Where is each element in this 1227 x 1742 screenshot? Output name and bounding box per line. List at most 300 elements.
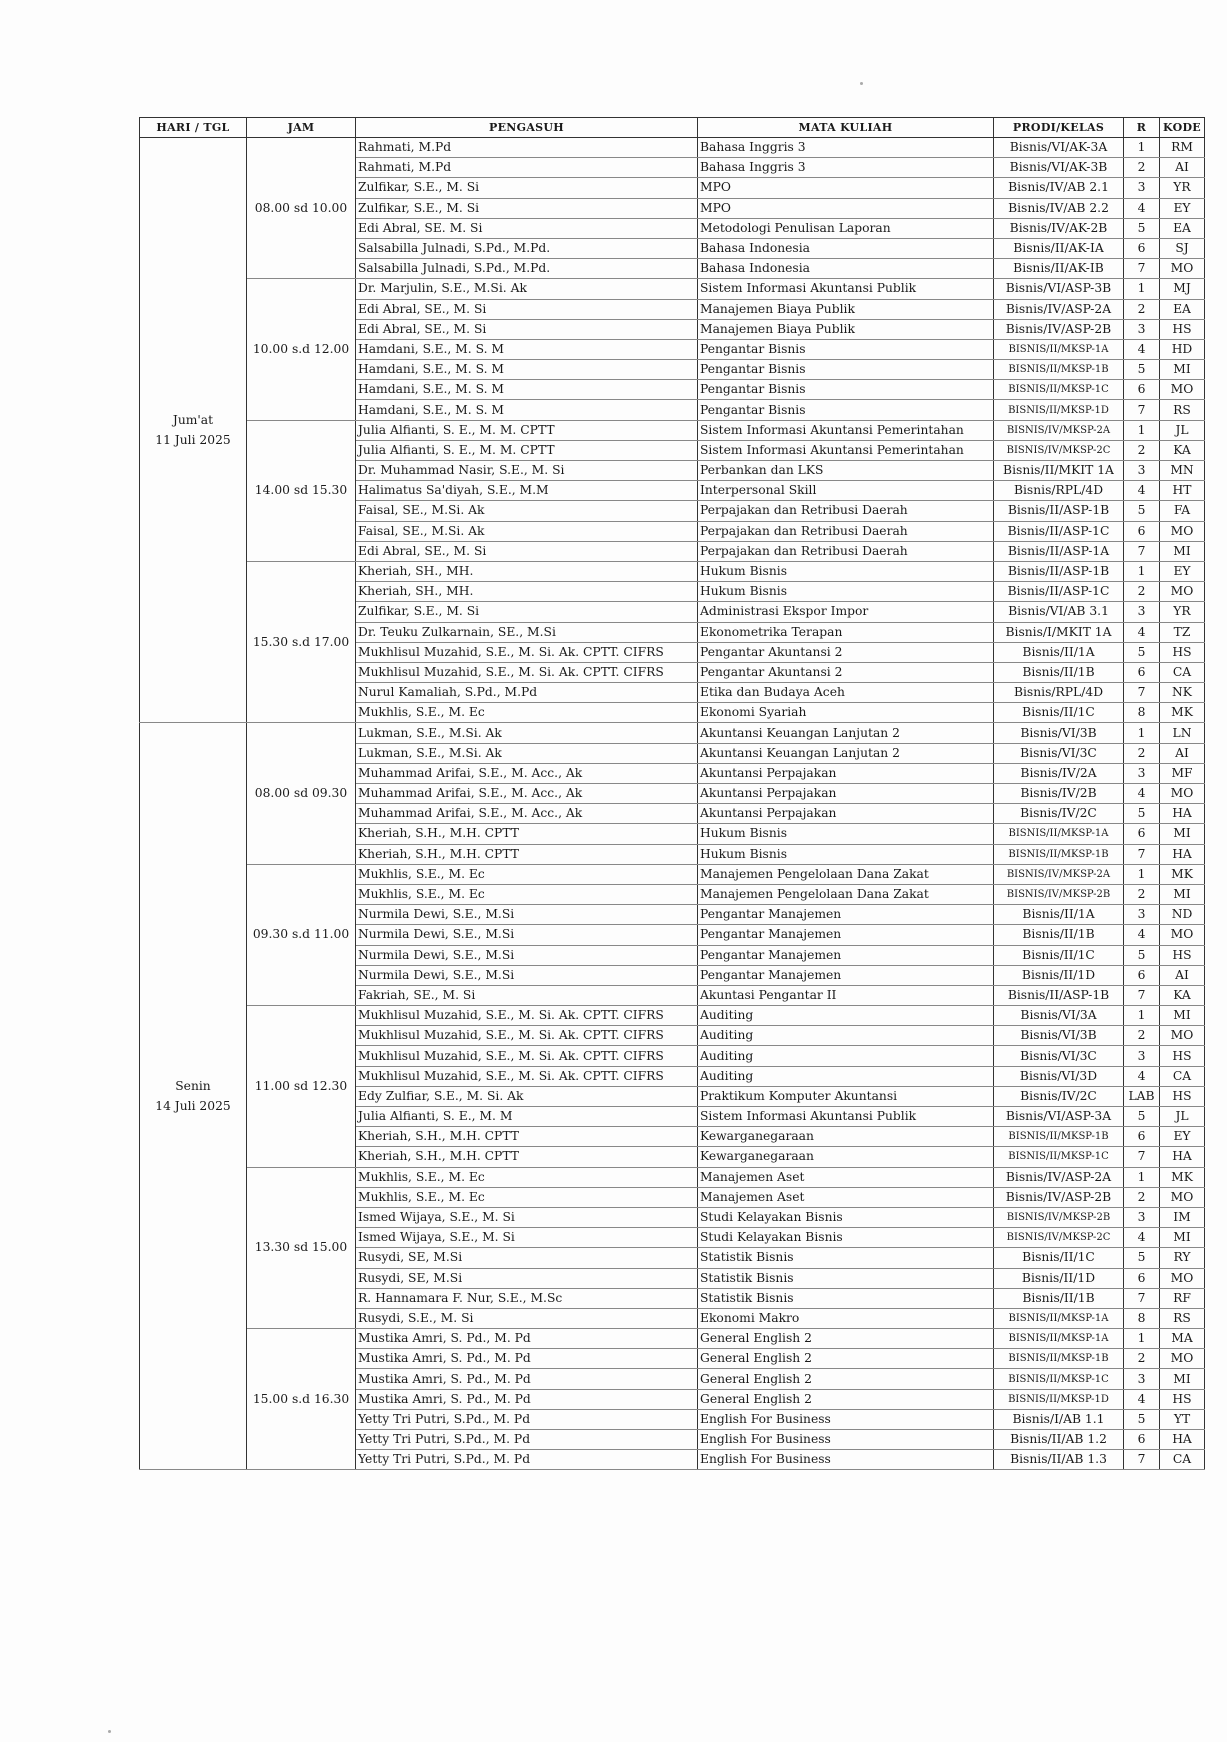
course-cell: Pengantar Akuntansi 2	[698, 662, 994, 682]
code-cell: MI	[1160, 541, 1205, 561]
room-cell: 6	[1124, 380, 1160, 400]
lecturer-cell: Mukhlisul Muzahid, S.E., M. Si. Ak. CPTT. CIFRS	[356, 662, 698, 682]
course-cell: General English 2	[698, 1349, 994, 1369]
program-cell: Bisnis/II/1C	[994, 1248, 1124, 1268]
program-cell: Bisnis/II/ASP-1B	[994, 985, 1124, 1005]
schedule-row	[140, 1167, 1205, 1187]
course-cell: Statistik Bisnis	[698, 1288, 994, 1308]
lecturer-cell: Mukhlis, S.E., M. Ec	[356, 884, 698, 904]
lecturer-cell: Kheriah, S.H., M.H. CPTT	[356, 1127, 698, 1147]
course-cell: Perbankan dan LKS	[698, 461, 994, 481]
room-cell: 7	[1124, 1450, 1160, 1470]
code-cell: HS	[1160, 1389, 1205, 1409]
program-cell: Bisnis/II/1D	[994, 965, 1124, 985]
code-cell: EY	[1160, 198, 1205, 218]
course-cell: Hukum Bisnis	[698, 561, 994, 581]
course-cell: Praktikum Komputer Akuntansi	[698, 1086, 994, 1106]
course-cell: Akuntansi Perpajakan	[698, 784, 994, 804]
code-cell: MI	[1160, 884, 1205, 904]
program-cell: Bisnis/IV/ASP-2B	[994, 319, 1124, 339]
program-cell: BISNIS/II/MKSP-1D	[994, 400, 1124, 420]
room-cell: 5	[1124, 804, 1160, 824]
room-cell: 5	[1124, 1409, 1160, 1429]
course-cell: Ekonomi Makro	[698, 1308, 994, 1328]
code-cell: KA	[1160, 985, 1205, 1005]
code-cell: MI	[1160, 1228, 1205, 1248]
header-row	[140, 118, 1205, 138]
time-slot: 13.30 sd 15.00	[247, 1167, 356, 1329]
course-cell: Pengantar Bisnis	[698, 400, 994, 420]
lecturer-cell: Muhammad Arifai, S.E., M. Acc., Ak	[356, 784, 698, 804]
code-cell: MO	[1160, 1268, 1205, 1288]
course-cell: Kewarganegaraan	[698, 1147, 994, 1167]
room-cell: 3	[1124, 1369, 1160, 1389]
lecturer-cell: Edi Abral, SE., M. Si	[356, 541, 698, 561]
room-cell: 7	[1124, 844, 1160, 864]
program-cell: Bisnis/VI/3D	[994, 1066, 1124, 1086]
room-cell: 6	[1124, 965, 1160, 985]
room-cell: 5	[1124, 642, 1160, 662]
code-cell: MA	[1160, 1329, 1205, 1349]
program-cell: Bisnis/II/1D	[994, 1268, 1124, 1288]
course-cell: Manajemen Pengelolaan Dana Zakat	[698, 864, 994, 884]
program-cell: Bisnis/IV/ASP-2B	[994, 1187, 1124, 1207]
course-cell: English For Business	[698, 1409, 994, 1429]
lecturer-cell: Mukhlisul Muzahid, S.E., M. Si. Ak. CPTT. CIFRS	[356, 1066, 698, 1086]
lecturer-cell: Yetty Tri Putri, S.Pd., M. Pd	[356, 1409, 698, 1429]
course-cell: Interpersonal Skill	[698, 481, 994, 501]
room-cell: 4	[1124, 925, 1160, 945]
room-cell: 2	[1124, 884, 1160, 904]
course-cell: Perpajakan dan Retribusi Daerah	[698, 521, 994, 541]
header-room: R	[1124, 118, 1160, 138]
lecturer-cell: Faisal, SE., M.Si. Ak	[356, 521, 698, 541]
code-cell: MO	[1160, 784, 1205, 804]
room-cell: 6	[1124, 1268, 1160, 1288]
code-cell: AI	[1160, 158, 1205, 178]
code-cell: HD	[1160, 339, 1205, 359]
code-cell: EA	[1160, 218, 1205, 238]
code-cell: MO	[1160, 521, 1205, 541]
lecturer-cell: Mustika Amri, S. Pd., M. Pd	[356, 1349, 698, 1369]
room-cell: 6	[1124, 1430, 1160, 1450]
room-cell: 7	[1124, 985, 1160, 1005]
course-cell: Perpajakan dan Retribusi Daerah	[698, 541, 994, 561]
program-cell: BISNIS/II/MKSP-1B	[994, 1349, 1124, 1369]
code-cell: CA	[1160, 1450, 1205, 1470]
room-cell: 3	[1124, 905, 1160, 925]
program-cell: Bisnis/VI/3C	[994, 743, 1124, 763]
code-cell: MO	[1160, 582, 1205, 602]
course-cell: Pengantar Manajemen	[698, 945, 994, 965]
program-cell: Bisnis/VI/AK-3A	[994, 138, 1124, 158]
code-cell: MK	[1160, 703, 1205, 723]
code-cell: HS	[1160, 642, 1205, 662]
code-cell: JL	[1160, 1107, 1205, 1127]
lecturer-cell: Nurmila Dewi, S.E., M.Si	[356, 945, 698, 965]
lecturer-cell: Zulfikar, S.E., M. Si	[356, 602, 698, 622]
program-cell: BISNIS/IV/MKSP-2A	[994, 420, 1124, 440]
room-cell: 6	[1124, 824, 1160, 844]
code-cell: AI	[1160, 965, 1205, 985]
program-cell: Bisnis/IV/AK-2B	[994, 218, 1124, 238]
schedule-row	[140, 138, 1205, 158]
room-cell: 3	[1124, 1207, 1160, 1227]
course-cell: Statistik Bisnis	[698, 1248, 994, 1268]
time-slot: 15.00 s.d 16.30	[247, 1329, 356, 1470]
room-cell: 2	[1124, 1349, 1160, 1369]
program-cell: BISNIS/II/MKSP-1C	[994, 380, 1124, 400]
code-cell: HS	[1160, 945, 1205, 965]
course-cell: Etika dan Budaya Aceh	[698, 683, 994, 703]
schedule-row	[140, 1006, 1205, 1026]
program-cell: Bisnis/VI/AB 3.1	[994, 602, 1124, 622]
code-cell: MO	[1160, 925, 1205, 945]
program-cell: Bisnis/IV/2B	[994, 784, 1124, 804]
lecturer-cell: Kheriah, S.H., M.H. CPTT	[356, 1147, 698, 1167]
lecturer-cell: Kheriah, SH., MH.	[356, 582, 698, 602]
course-cell: MPO	[698, 198, 994, 218]
program-cell: Bisnis/RPL/4D	[994, 683, 1124, 703]
program-cell: Bisnis/II/ASP-1B	[994, 501, 1124, 521]
code-cell: MO	[1160, 259, 1205, 279]
course-cell: Auditing	[698, 1066, 994, 1086]
course-cell: Akuntansi Keuangan Lanjutan 2	[698, 723, 994, 743]
course-cell: Auditing	[698, 1046, 994, 1066]
course-cell: English For Business	[698, 1430, 994, 1450]
time-slot: 15.30 s.d 17.00	[247, 561, 356, 723]
program-cell: Bisnis/II/AB 1.3	[994, 1450, 1124, 1470]
code-cell: RS	[1160, 400, 1205, 420]
program-cell: Bisnis/VI/3B	[994, 1026, 1124, 1046]
time-slot: 08.00 sd 10.00	[247, 138, 356, 279]
room-cell: 7	[1124, 541, 1160, 561]
course-cell: Manajemen Aset	[698, 1187, 994, 1207]
program-cell: Bisnis/II/MKIT 1A	[994, 461, 1124, 481]
lecturer-cell: Hamdani, S.E., M. S. M	[356, 339, 698, 359]
course-cell: Ekonometrika Terapan	[698, 622, 994, 642]
program-cell: BISNIS/II/MKSP-1B	[994, 1127, 1124, 1147]
schedule-body	[140, 138, 1205, 1470]
lecturer-cell: Kheriah, S.H., M.H. CPTT	[356, 824, 698, 844]
course-cell: Bahasa Indonesia	[698, 238, 994, 258]
room-cell: 8	[1124, 1308, 1160, 1328]
scan-speck	[860, 82, 863, 85]
lecturer-cell: Rusydi, SE, M.Si	[356, 1268, 698, 1288]
course-cell: Auditing	[698, 1026, 994, 1046]
day-date: 14 Juli 2025	[155, 1099, 231, 1114]
program-cell: Bisnis/VI/3A	[994, 1006, 1124, 1026]
program-cell: Bisnis/I/MKIT 1A	[994, 622, 1124, 642]
course-cell: Akuntasi Pengantar II	[698, 985, 994, 1005]
lecturer-cell: Ismed Wijaya, S.E., M. Si	[356, 1228, 698, 1248]
program-cell: Bisnis/IV/AB 2.2	[994, 198, 1124, 218]
lecturer-cell: Faisal, SE., M.Si. Ak	[356, 501, 698, 521]
lecturer-cell: Mukhlisul Muzahid, S.E., M. Si. Ak. CPTT. CIFRS	[356, 1026, 698, 1046]
course-cell: Bahasa Inggris 3	[698, 138, 994, 158]
code-cell: MO	[1160, 1026, 1205, 1046]
code-cell: TZ	[1160, 622, 1205, 642]
room-cell: 4	[1124, 481, 1160, 501]
lecturer-cell: Mustika Amri, S. Pd., M. Pd	[356, 1389, 698, 1409]
course-cell: Manajemen Biaya Publik	[698, 319, 994, 339]
code-cell: HS	[1160, 319, 1205, 339]
course-cell: Studi Kelayakan Bisnis	[698, 1228, 994, 1248]
program-cell: BISNIS/IV/MKSP-2C	[994, 1228, 1124, 1248]
lecturer-cell: Yetty Tri Putri, S.Pd., M. Pd	[356, 1450, 698, 1470]
lecturer-cell: Mukhlis, S.E., M. Ec	[356, 864, 698, 884]
code-cell: MO	[1160, 1349, 1205, 1369]
schedule-row	[140, 1329, 1205, 1349]
code-cell: MK	[1160, 1167, 1205, 1187]
program-cell: BISNIS/IV/MKSP-2B	[994, 884, 1124, 904]
room-cell: 4	[1124, 198, 1160, 218]
room-cell: 5	[1124, 501, 1160, 521]
room-cell: 5	[1124, 1248, 1160, 1268]
code-cell: HT	[1160, 481, 1205, 501]
lecturer-cell: Nurmila Dewi, S.E., M.Si	[356, 925, 698, 945]
code-cell: MI	[1160, 1369, 1205, 1389]
lecturer-cell: Rusydi, S.E., M. Si	[356, 1308, 698, 1328]
room-cell: 1	[1124, 864, 1160, 884]
lecturer-cell: Nurmila Dewi, S.E., M.Si	[356, 905, 698, 925]
course-cell: Hukum Bisnis	[698, 824, 994, 844]
course-cell: Manajemen Biaya Publik	[698, 299, 994, 319]
code-cell: IM	[1160, 1207, 1205, 1227]
lecturer-cell: Mukhlisul Muzahid, S.E., M. Si. Ak. CPTT. CIFRS	[356, 1006, 698, 1026]
header-time: JAM	[247, 118, 356, 138]
program-cell: BISNIS/II/MKSP-1A	[994, 824, 1124, 844]
program-cell: Bisnis/II/AK-IA	[994, 238, 1124, 258]
code-cell: RM	[1160, 138, 1205, 158]
day-name: Jum'at	[172, 413, 214, 428]
code-cell: FA	[1160, 501, 1205, 521]
program-cell: Bisnis/VI/3C	[994, 1046, 1124, 1066]
program-cell: Bisnis/II/1B	[994, 925, 1124, 945]
program-cell: Bisnis/II/1A	[994, 905, 1124, 925]
room-cell: 4	[1124, 1066, 1160, 1086]
lecturer-cell: Lukman, S.E., M.Si. Ak	[356, 743, 698, 763]
code-cell: HA	[1160, 844, 1205, 864]
course-cell: Auditing	[698, 1006, 994, 1026]
course-cell: Akuntansi Keuangan Lanjutan 2	[698, 743, 994, 763]
course-cell: Sistem Informasi Akuntansi Pemerintahan	[698, 420, 994, 440]
course-cell: Sistem Informasi Akuntansi Publik	[698, 279, 994, 299]
program-cell: Bisnis/RPL/4D	[994, 481, 1124, 501]
lecturer-cell: Mukhlis, S.E., M. Ec	[356, 1187, 698, 1207]
schedule-row	[140, 864, 1205, 884]
course-cell: MPO	[698, 178, 994, 198]
lecturer-cell: Edi Abral, SE., M. Si	[356, 319, 698, 339]
schedule-row	[140, 279, 1205, 299]
course-cell: English For Business	[698, 1450, 994, 1470]
room-cell: 2	[1124, 582, 1160, 602]
time-slot: 08.00 sd 09.30	[247, 723, 356, 864]
program-cell: Bisnis/II/1C	[994, 945, 1124, 965]
course-cell: Sistem Informasi Akuntansi Publik	[698, 1107, 994, 1127]
lecturer-cell: Fakriah, SE., M. Si	[356, 985, 698, 1005]
room-cell: 5	[1124, 218, 1160, 238]
course-cell: Pengantar Bisnis	[698, 360, 994, 380]
room-cell: 2	[1124, 158, 1160, 178]
code-cell: CA	[1160, 662, 1205, 682]
lecturer-cell: Zulfikar, S.E., M. Si	[356, 198, 698, 218]
course-cell: Kewarganegaraan	[698, 1127, 994, 1147]
code-cell: MI	[1160, 1006, 1205, 1026]
day-date: 11 Juli 2025	[155, 433, 231, 448]
room-cell: 6	[1124, 521, 1160, 541]
lecturer-cell: Rahmati, M.Pd	[356, 138, 698, 158]
program-cell: Bisnis/VI/3B	[994, 723, 1124, 743]
program-cell: BISNIS/II/MKSP-1C	[994, 1147, 1124, 1167]
code-cell: MJ	[1160, 279, 1205, 299]
room-cell: 3	[1124, 763, 1160, 783]
lecturer-cell: Mukhlisul Muzahid, S.E., M. Si. Ak. CPTT. CIFRS	[356, 1046, 698, 1066]
room-cell: 2	[1124, 299, 1160, 319]
lecturer-cell: Kheriah, S.H., M.H. CPTT	[356, 844, 698, 864]
program-cell: BISNIS/IV/MKSP-2C	[994, 440, 1124, 460]
code-cell: EY	[1160, 561, 1205, 581]
room-cell: 7	[1124, 1288, 1160, 1308]
program-cell: Bisnis/II/1C	[994, 703, 1124, 723]
room-cell: 7	[1124, 259, 1160, 279]
code-cell: CA	[1160, 1066, 1205, 1086]
code-cell: YR	[1160, 178, 1205, 198]
course-cell: Pengantar Bisnis	[698, 380, 994, 400]
program-cell: Bisnis/IV/AB 2.1	[994, 178, 1124, 198]
room-cell: 7	[1124, 683, 1160, 703]
lecturer-cell: Rusydi, SE, M.Si	[356, 1248, 698, 1268]
room-cell: 2	[1124, 743, 1160, 763]
program-cell: Bisnis/II/ASP-1C	[994, 521, 1124, 541]
room-cell: 2	[1124, 1187, 1160, 1207]
schedule-row	[140, 420, 1205, 440]
lecturer-cell: Edy Zulfiar, S.E., M. Si. Ak	[356, 1086, 698, 1106]
program-cell: BISNIS/II/MKSP-1A	[994, 339, 1124, 359]
room-cell: 1	[1124, 1006, 1160, 1026]
program-cell: Bisnis/VI/ASP-3A	[994, 1107, 1124, 1127]
room-cell: 5	[1124, 360, 1160, 380]
room-cell: 4	[1124, 784, 1160, 804]
lecturer-cell: Muhammad Arifai, S.E., M. Acc., Ak	[356, 804, 698, 824]
day-cell	[140, 723, 247, 1470]
header-lecturer: PENGASUH	[356, 118, 698, 138]
program-cell: Bisnis/II/1A	[994, 642, 1124, 662]
program-cell: Bisnis/II/ASP-1C	[994, 582, 1124, 602]
course-cell: Akuntansi Perpajakan	[698, 804, 994, 824]
lecturer-cell: Julia Alfianti, S. E., M. M. CPTT	[356, 420, 698, 440]
schedule-table	[139, 117, 1205, 1470]
room-cell: 3	[1124, 602, 1160, 622]
lecturer-cell: Hamdani, S.E., M. S. M	[356, 380, 698, 400]
course-cell: General English 2	[698, 1389, 994, 1409]
code-cell: MI	[1160, 824, 1205, 844]
course-cell: Pengantar Manajemen	[698, 905, 994, 925]
room-cell: 8	[1124, 703, 1160, 723]
lecturer-cell: Salsabilla Julnadi, S.Pd., M.Pd.	[356, 259, 698, 279]
program-cell: Bisnis/VI/ASP-3B	[994, 279, 1124, 299]
header-code: KODE	[1160, 118, 1205, 138]
course-cell: Pengantar Manajemen	[698, 925, 994, 945]
program-cell: BISNIS/II/MKSP-1B	[994, 360, 1124, 380]
course-cell: Hukum Bisnis	[698, 844, 994, 864]
program-cell: BISNIS/II/MKSP-1A	[994, 1308, 1124, 1328]
lecturer-cell: Lukman, S.E., M.Si. Ak	[356, 723, 698, 743]
course-cell: Ekonomi Syariah	[698, 703, 994, 723]
room-cell: 6	[1124, 662, 1160, 682]
lecturer-cell: Kheriah, SH., MH.	[356, 561, 698, 581]
program-cell: Bisnis/II/1B	[994, 1288, 1124, 1308]
header-program: PRODI/KELAS	[994, 118, 1124, 138]
lecturer-cell: Hamdani, S.E., M. S. M	[356, 360, 698, 380]
lecturer-cell: Muhammad Arifai, S.E., M. Acc., Ak	[356, 763, 698, 783]
code-cell: MF	[1160, 763, 1205, 783]
program-cell: Bisnis/II/ASP-1B	[994, 561, 1124, 581]
program-cell: Bisnis/IV/ASP-2A	[994, 299, 1124, 319]
course-cell: Studi Kelayakan Bisnis	[698, 1207, 994, 1227]
room-cell: 1	[1124, 420, 1160, 440]
lecturer-cell: Edi Abral, SE., M. Si	[356, 299, 698, 319]
room-cell: 1	[1124, 279, 1160, 299]
course-cell: Hukum Bisnis	[698, 582, 994, 602]
time-slot: 09.30 s.d 11.00	[247, 864, 356, 1005]
program-cell: Bisnis/II/AB 1.2	[994, 1430, 1124, 1450]
code-cell: ND	[1160, 905, 1205, 925]
lecturer-cell: Salsabilla Julnadi, S.Pd., M.Pd.	[356, 238, 698, 258]
room-cell: 1	[1124, 723, 1160, 743]
room-cell: 1	[1124, 138, 1160, 158]
course-cell: Perpajakan dan Retribusi Daerah	[698, 501, 994, 521]
course-cell: Bahasa Indonesia	[698, 259, 994, 279]
lecturer-cell: Julia Alfianti, S. E., M. M. CPTT	[356, 440, 698, 460]
course-cell: Bahasa Inggris 3	[698, 158, 994, 178]
program-cell: Bisnis/II/1B	[994, 662, 1124, 682]
course-cell: Metodologi Penulisan Laporan	[698, 218, 994, 238]
code-cell: LN	[1160, 723, 1205, 743]
room-cell: 6	[1124, 1127, 1160, 1147]
course-cell: Pengantar Manajemen	[698, 965, 994, 985]
program-cell: Bisnis/IV/ASP-2A	[994, 1167, 1124, 1187]
code-cell: MO	[1160, 1187, 1205, 1207]
code-cell: HS	[1160, 1086, 1205, 1106]
course-cell: Akuntansi Perpajakan	[698, 763, 994, 783]
room-cell: 2	[1124, 1026, 1160, 1046]
lecturer-cell: Nurul Kamaliah, S.Pd., M.Pd	[356, 683, 698, 703]
room-cell: 5	[1124, 945, 1160, 965]
course-cell: Pengantar Akuntansi 2	[698, 642, 994, 662]
lecturer-cell: Mustika Amri, S. Pd., M. Pd	[356, 1329, 698, 1349]
program-cell: BISNIS/II/MKSP-1B	[994, 844, 1124, 864]
room-cell: 3	[1124, 461, 1160, 481]
program-cell: BISNIS/IV/MKSP-2A	[994, 864, 1124, 884]
course-cell: Administrasi Ekspor Impor	[698, 602, 994, 622]
room-cell: 6	[1124, 238, 1160, 258]
code-cell: KA	[1160, 440, 1205, 460]
room-cell: 3	[1124, 1046, 1160, 1066]
room-cell: 7	[1124, 1147, 1160, 1167]
program-cell: Bisnis/VI/AK-3B	[994, 158, 1124, 178]
lecturer-cell: Hamdani, S.E., M. S. M	[356, 400, 698, 420]
course-cell: Pengantar Bisnis	[698, 339, 994, 359]
lecturer-cell: Nurmila Dewi, S.E., M.Si	[356, 965, 698, 985]
time-slot: 11.00 sd 12.30	[247, 1006, 356, 1168]
lecturer-cell: Mukhlisul Muzahid, S.E., M. Si. Ak. CPTT. CIFRS	[356, 642, 698, 662]
room-cell: 4	[1124, 1389, 1160, 1409]
time-slot: 14.00 sd 15.30	[247, 420, 356, 561]
code-cell: YT	[1160, 1409, 1205, 1429]
lecturer-cell: Julia Alfianti, S. E., M. M	[356, 1107, 698, 1127]
room-cell: 5	[1124, 1107, 1160, 1127]
